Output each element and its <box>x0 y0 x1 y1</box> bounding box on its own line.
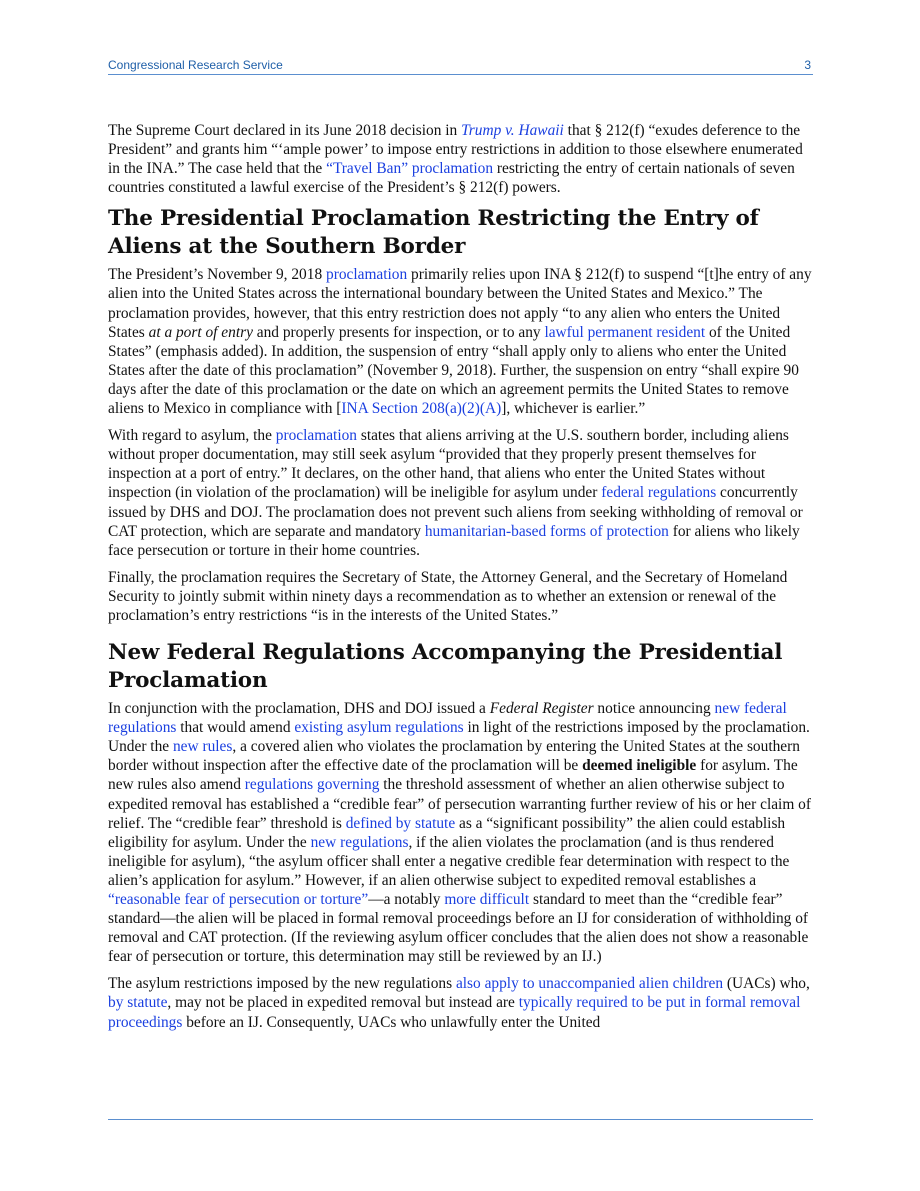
document-body <box>108 121 813 1040</box>
link-reasonable-fear[interactable]: “reasonable fear of persecution or torture” <box>108 891 369 908</box>
header-rule <box>108 74 813 75</box>
text-run: of the United States” (emphasis added). In addition, the suspension of entry “shall apply only to aliens who enter the United States after the date of this proclamation” (November 9, 2018). Further, the suspension on entry “shall expire 90 days after the date of this proclamation or the date on which an agreement permits the United States to remove aliens to Mexico in compliance with [ <box>108 323 799 418</box>
text-run: standard to meet than the “credible fear” standard—the alien will be placed in formal removal proceedings before an IJ for consideration of withholding of removal and CAT protection. (If the reviewing asylum officer concludes that the alien does not show a reasonable fear of persecution or torture, this determination may still be reviewed by an IJ.) <box>108 891 809 966</box>
paragraph-1 <box>108 121 813 197</box>
header-org-name: Congressional Research Service <box>108 58 283 72</box>
link-existing-asylum-regulations[interactable]: existing asylum regulations <box>294 719 464 737</box>
link-formal-removal-proceedings[interactable]: typically required to be put in formal removal proceedings <box>108 994 801 1031</box>
link-new-regulations[interactable]: new regulations <box>310 833 409 851</box>
text-run: —a notably <box>368 891 445 908</box>
link-proclamation[interactable]: proclamation <box>326 266 408 284</box>
text-run: The Supreme Court declared in its June 2018 decision in <box>108 122 462 139</box>
link-federal-regulations[interactable]: federal regulations <box>601 484 717 502</box>
paragraph-2 <box>108 265 813 418</box>
text-run: restricting the entry of certain nationals of seven countries constituted a lawful exercise of the President’s § 212(f) powers. <box>108 160 795 197</box>
section-heading-regulations: New Federal Regulations Accompanying the Presidential Proclamation <box>108 640 783 694</box>
link-new-federal-regulations[interactable]: new federal regulations <box>108 700 787 737</box>
text-run: The asylum restrictions imposed by the new regulations <box>108 975 456 993</box>
paragraph-3 <box>108 426 813 560</box>
link-more-difficult[interactable]: more difficult <box>444 891 530 908</box>
emphasis-text: Federal Register <box>489 700 594 718</box>
text-run: With regard to asylum, the <box>108 427 276 445</box>
paragraph-6 <box>108 974 813 1031</box>
link-trump-v-hawaii[interactable]: Trump v. Hawaii <box>461 122 564 139</box>
text-run: for aliens who likely face persecution or torture in their home countries. <box>108 522 800 559</box>
link-new-rules[interactable]: new rules <box>172 738 233 756</box>
link-ina-section-208[interactable]: INA Section 208(a)(2)(A) <box>341 400 502 418</box>
text-run: , may not be placed in expedited removal but instead are <box>167 994 519 1012</box>
bold-text: deemed ineligible <box>582 757 697 775</box>
link-regulations-governing[interactable]: regulations governing <box>244 776 380 794</box>
text-run: and properly presents for inspection, or to any <box>252 323 545 341</box>
text-run: before an IJ. Consequently, UACs who unlawfully enter the United <box>182 1013 601 1031</box>
page-number: 3 <box>804 58 811 72</box>
text-run: concurrently issued by DHS and DOJ. The proclamation does not prevent such aliens from seeking withholding of removal or CAT protection, which are separate and mandatory <box>108 484 803 540</box>
text-run: , if the alien violates the proclamation (and is thus rendered ineligible for asylum), “the asylum officer shall enter a negative credible fear determination with respect to the alien’s application for asylum.” However, if an alien otherwise subject to expedited removal establishes a <box>108 833 790 889</box>
link-lawful-permanent-resident[interactable]: lawful permanent resident <box>544 323 706 341</box>
text-run: states that aliens arriving at the U.S. southern border, including aliens without proper documentation, may still seek asylum “provided that they properly present themselves for inspection at a port of entry.” It declares, on the other hand, that aliens who enter the United States without inspection (in violation of the proclamation) will be ineligible for asylum under <box>108 427 789 502</box>
link-travel-ban-proclamation[interactable]: “Travel Ban” proclamation <box>326 160 494 178</box>
text-run: (UACs) who, <box>723 975 810 993</box>
section-heading-proclamation: The Presidential Proclamation Restricting the Entry of Aliens at the Southern Border <box>108 206 759 260</box>
text-run: in light of the restrictions imposed by the proclamation. Under the <box>108 719 810 756</box>
text-run: In conjunction with the proclamation, DHS and DOJ issued a <box>108 700 490 718</box>
text-run: as a “significant possibility” the alien could establish eligibility for asylum. Under the <box>108 814 786 851</box>
paragraph-5 <box>108 699 813 966</box>
text-run: primarily relies upon INA § 212(f) to suspend “[t]he entry of any alien into the United States across the international boundary between the United States and Mexico.” The proclamation provides, however, that this entry restriction does not apply “to any alien who enters the United States <box>108 266 812 341</box>
text-run: the threshold assessment of whether an alien otherwise subject to expedited removal has established a “credible fear” of persecution warranting further review of his or her claim of relief. The “credible fear” threshold is <box>108 776 811 832</box>
link-proclamation-asylum[interactable]: proclamation <box>275 427 357 445</box>
link-humanitarian-protection[interactable]: humanitarian-based forms of protection <box>424 522 669 540</box>
text-run: that would amend <box>176 719 295 737</box>
text-run: notice announcing <box>593 700 715 718</box>
paragraph-4: Finally, the proclamation requires the Secretary of State, the Attorney General, and the Secretary of Homeland Security to jointly submit within ninety days a recommendation as to whether an extension or renewal of the proclamation’s entry restrictions “is in the interests of the United States.” <box>108 568 788 624</box>
emphasis-text: at a port of entry <box>148 323 253 341</box>
text-run: that § 212(f) “exudes deference to the President” and grants him “‘ample power’ to impose entry restrictions in addition to those elsewhere enumerated in the INA.” The case held that the <box>108 122 803 178</box>
footer-rule <box>108 1119 813 1120</box>
link-unaccompanied-alien-children[interactable]: also apply to unaccompanied alien children <box>455 975 724 993</box>
text-run: ], whichever is earlier.” <box>501 400 646 418</box>
text-run: for asylum. The new rules also amend <box>108 757 798 794</box>
text-run: The President’s November 9, 2018 <box>108 266 326 284</box>
link-by-statute[interactable]: by statute <box>108 994 168 1012</box>
link-defined-by-statute[interactable]: defined by statute <box>345 814 456 832</box>
text-run: , a covered alien who violates the proclamation by entering the United States at the southern border without inspection after the effective date of the proclamation will be <box>108 738 800 775</box>
